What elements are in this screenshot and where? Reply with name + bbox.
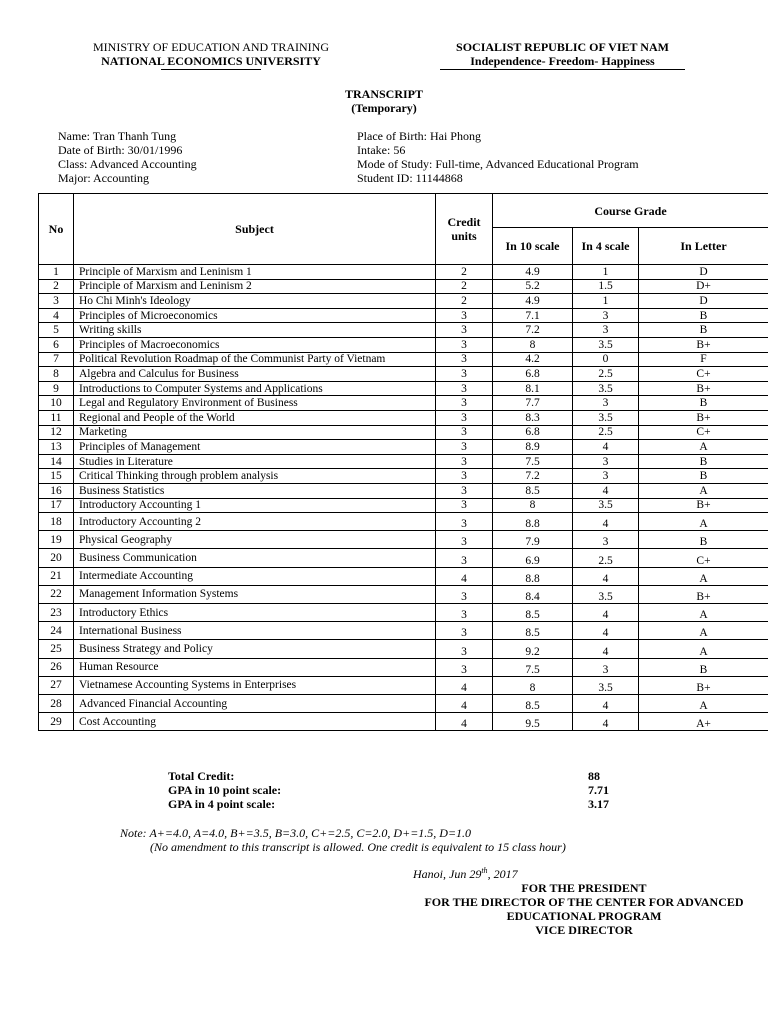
cell-subject: Principle of Marxism and Leninism 1 <box>74 265 436 280</box>
cell-scale-10: 8.3 <box>493 410 573 425</box>
header-left <box>80 40 342 70</box>
cell-scale-4: 4 <box>573 440 639 455</box>
table-row <box>39 658 768 676</box>
cell-scale-10: 8.4 <box>493 585 573 603</box>
student-name: Name: Tran Thanh Tung <box>58 129 177 143</box>
table-row <box>39 396 768 411</box>
cell-scale-10: 8.5 <box>493 483 573 498</box>
cell-scale-10: 4.2 <box>493 352 573 367</box>
cell-no: 17 <box>39 498 74 513</box>
table-row <box>39 531 768 549</box>
cell-scale-4: 4 <box>573 604 639 622</box>
header-right <box>440 40 685 70</box>
grades-table-header <box>39 194 768 265</box>
cell-subject: Intermediate Accounting <box>74 567 436 585</box>
cell-scale-4: 4 <box>573 513 639 531</box>
cell-subject: Regional and People of the World <box>74 410 436 425</box>
cell-scale-10: 7.7 <box>493 396 573 411</box>
cell-scale-4: 2.5 <box>573 549 639 567</box>
cell-no: 24 <box>39 622 74 640</box>
cell-letter: A <box>639 483 768 498</box>
cell-letter: C+ <box>639 367 768 382</box>
cell-no: 2 <box>39 279 74 294</box>
cell-scale-10: 8.1 <box>493 381 573 396</box>
cell-subject: Introductory Ethics <box>74 604 436 622</box>
cell-scale-4: 3 <box>573 396 639 411</box>
cell-scale-4: 3 <box>573 658 639 676</box>
cell-scale-10: 4.9 <box>493 265 573 280</box>
cell-credit: 4 <box>436 567 493 585</box>
header-course-grade: Course Grade <box>493 194 768 228</box>
cell-scale-4: 4 <box>573 640 639 658</box>
cell-credit: 3 <box>436 367 493 382</box>
cell-scale-10: 8.9 <box>493 440 573 455</box>
cell-subject: Management Information Systems <box>74 585 436 603</box>
cell-credit: 3 <box>436 513 493 531</box>
header-scale-4: In 4 scale <box>573 228 639 265</box>
cell-subject: Cost Accounting <box>74 713 436 731</box>
cell-subject: Business Strategy and Policy <box>74 640 436 658</box>
cell-scale-10: 8.8 <box>493 513 573 531</box>
table-row <box>39 323 768 338</box>
header-right-divider <box>440 69 685 70</box>
table-row <box>39 279 768 294</box>
student-place-of-birth: Place of Birth: Hai Phong <box>357 129 481 143</box>
cell-no: 7 <box>39 352 74 367</box>
cell-scale-4: 3.5 <box>573 585 639 603</box>
cell-credit: 3 <box>436 308 493 323</box>
signature-date-suffix: , 2017 <box>487 867 518 881</box>
cell-subject: Business Communication <box>74 549 436 567</box>
signature-date-sup: th <box>481 866 488 875</box>
cell-scale-10: 7.5 <box>493 454 573 469</box>
cell-no: 19 <box>39 531 74 549</box>
republic-name: SOCIALIST REPUBLIC OF VIET NAM <box>456 40 669 54</box>
gpa-4-label: GPA in 4 point scale: <box>168 797 276 811</box>
cell-scale-4: 2.5 <box>573 367 639 382</box>
cell-no: 20 <box>39 549 74 567</box>
cell-credit: 3 <box>436 622 493 640</box>
cell-no: 12 <box>39 425 74 440</box>
cell-credit: 3 <box>436 381 493 396</box>
cell-letter: D <box>639 294 768 309</box>
cell-scale-10: 7.9 <box>493 531 573 549</box>
total-credit-label: Total Credit: <box>168 769 235 783</box>
cell-subject: Human Resource <box>74 658 436 676</box>
cell-scale-10: 8.8 <box>493 567 573 585</box>
cell-scale-4: 4 <box>573 483 639 498</box>
cell-letter: B <box>639 323 768 338</box>
cell-subject: Introductory Accounting 2 <box>74 513 436 531</box>
cell-letter: F <box>639 352 768 367</box>
cell-scale-4: 3.5 <box>573 337 639 352</box>
cell-letter: B+ <box>639 676 768 694</box>
cell-no: 23 <box>39 604 74 622</box>
cell-credit: 3 <box>436 498 493 513</box>
cell-credit: 2 <box>436 294 493 309</box>
cell-letter: B+ <box>639 337 768 352</box>
cell-scale-4: 3 <box>573 531 639 549</box>
cell-no: 27 <box>39 676 74 694</box>
cell-scale-4: 3 <box>573 454 639 469</box>
cell-subject: Algebra and Calculus for Business <box>74 367 436 382</box>
cell-credit: 3 <box>436 604 493 622</box>
student-info-right <box>357 129 639 185</box>
cell-letter: B <box>639 469 768 484</box>
grades-table <box>38 193 768 731</box>
cell-credit: 4 <box>436 694 493 712</box>
cell-letter: B <box>639 454 768 469</box>
table-row <box>39 381 768 396</box>
gpa-10-value: 7.71 <box>588 783 609 797</box>
cell-no: 29 <box>39 713 74 731</box>
cell-credit: 3 <box>436 658 493 676</box>
cell-scale-4: 3.5 <box>573 676 639 694</box>
cell-no: 11 <box>39 410 74 425</box>
signature-line-2: FOR THE DIRECTOR OF THE CENTER FOR ADVANCED <box>424 895 744 909</box>
cell-scale-10: 4.9 <box>493 294 573 309</box>
title-sub: (Temporary) <box>351 101 417 115</box>
cell-no: 10 <box>39 396 74 411</box>
cell-scale-4: 4 <box>573 622 639 640</box>
table-row <box>39 713 768 731</box>
cell-no: 8 <box>39 367 74 382</box>
cell-credit: 3 <box>436 585 493 603</box>
total-credit-row <box>168 769 618 783</box>
table-row <box>39 308 768 323</box>
table-row <box>39 425 768 440</box>
cell-scale-10: 6.8 <box>493 367 573 382</box>
header-left-divider <box>161 69 261 70</box>
university-name: NATIONAL ECONOMICS UNIVERSITY <box>101 54 321 68</box>
cell-letter: A <box>639 694 768 712</box>
cell-no: 14 <box>39 454 74 469</box>
cell-letter: B+ <box>639 410 768 425</box>
cell-scale-10: 8 <box>493 337 573 352</box>
national-motto: Independence- Freedom- Happiness <box>470 54 655 68</box>
cell-scale-10: 7.1 <box>493 308 573 323</box>
cell-no: 28 <box>39 694 74 712</box>
signature-line-3: EDUCATIONAL PROGRAM <box>506 909 662 923</box>
cell-subject: Writing skills <box>74 323 436 338</box>
student-id: Student ID: 11144868 <box>357 171 463 185</box>
cell-scale-4: 2.5 <box>573 425 639 440</box>
cell-no: 6 <box>39 337 74 352</box>
table-row <box>39 440 768 455</box>
cell-scale-4: 4 <box>573 713 639 731</box>
cell-letter: B+ <box>639 381 768 396</box>
cell-credit: 3 <box>436 640 493 658</box>
gpa-4-row <box>168 797 618 811</box>
cell-credit: 3 <box>436 440 493 455</box>
table-row <box>39 585 768 603</box>
ministry-name: MINISTRY OF EDUCATION AND TRAINING <box>92 40 329 54</box>
cell-no: 5 <box>39 323 74 338</box>
cell-letter: A <box>639 640 768 658</box>
cell-subject: Ho Chi Minh's Ideology <box>74 294 436 309</box>
cell-letter: D <box>639 265 768 280</box>
student-major: Major: Accounting <box>58 171 149 185</box>
amendment-note: (No amendment to this transcript is allowed. One credit is equivalent to 15 class hour) <box>150 840 566 854</box>
cell-scale-10: 8 <box>493 676 573 694</box>
table-row <box>39 454 768 469</box>
cell-letter: B+ <box>639 498 768 513</box>
cell-scale-10: 9.2 <box>493 640 573 658</box>
cell-scale-10: 8 <box>493 498 573 513</box>
cell-subject: Critical Thinking through problem analysis <box>74 469 436 484</box>
cell-credit: 4 <box>436 676 493 694</box>
cell-credit: 3 <box>436 469 493 484</box>
cell-letter: B <box>639 531 768 549</box>
cell-subject: Advanced Financial Accounting <box>74 694 436 712</box>
table-row <box>39 469 768 484</box>
cell-subject: Studies in Literature <box>74 454 436 469</box>
cell-no: 1 <box>39 265 74 280</box>
signature-date <box>413 867 518 881</box>
table-row <box>39 640 768 658</box>
table-row <box>39 694 768 712</box>
cell-scale-10: 7.2 <box>493 469 573 484</box>
cell-letter: C+ <box>639 549 768 567</box>
cell-letter: A <box>639 567 768 585</box>
cell-no: 22 <box>39 585 74 603</box>
cell-credit: 3 <box>436 425 493 440</box>
cell-credit: 3 <box>436 352 493 367</box>
student-info-left <box>58 129 197 185</box>
cell-credit: 3 <box>436 531 493 549</box>
cell-no: 16 <box>39 483 74 498</box>
cell-scale-4: 3.5 <box>573 498 639 513</box>
totals-block <box>168 769 618 811</box>
cell-no: 13 <box>39 440 74 455</box>
cell-scale-4: 3.5 <box>573 381 639 396</box>
table-row <box>39 367 768 382</box>
cell-no: 4 <box>39 308 74 323</box>
cell-scale-4: 1 <box>573 265 639 280</box>
cell-letter: A <box>639 622 768 640</box>
cell-credit: 3 <box>436 483 493 498</box>
cell-scale-4: 3 <box>573 469 639 484</box>
document-title <box>0 87 768 115</box>
cell-no: 25 <box>39 640 74 658</box>
cell-no: 9 <box>39 381 74 396</box>
cell-scale-4: 3.5 <box>573 410 639 425</box>
header-no: No <box>39 194 74 265</box>
table-row <box>39 265 768 280</box>
cell-letter: A <box>639 513 768 531</box>
cell-credit: 3 <box>436 454 493 469</box>
cell-credit: 4 <box>436 713 493 731</box>
gpa-10-row <box>168 783 618 797</box>
cell-credit: 2 <box>436 265 493 280</box>
student-intake: Intake: 56 <box>357 143 406 157</box>
header-subject: Subject <box>74 194 436 265</box>
signature-line-4: VICE DIRECTOR <box>535 923 633 937</box>
cell-scale-4: 3 <box>573 323 639 338</box>
grading-note: Note: A+=4.0, A=4.0, B+=3.5, B=3.0, C+=2.5, C=2.0, D+=1.5, D=1.0 <box>120 826 472 840</box>
cell-subject: Principles of Microeconomics <box>74 308 436 323</box>
student-dob: Date of Birth: 30/01/1996 <box>58 143 183 157</box>
cell-no: 15 <box>39 469 74 484</box>
table-row <box>39 567 768 585</box>
table-row <box>39 498 768 513</box>
cell-scale-10: 5.2 <box>493 279 573 294</box>
cell-letter: C+ <box>639 425 768 440</box>
cell-no: 18 <box>39 513 74 531</box>
cell-letter: B+ <box>639 585 768 603</box>
student-mode-of-study: Mode of Study: Full-time, Advanced Educational Program <box>357 157 639 171</box>
title-main: TRANSCRIPT <box>344 87 423 101</box>
cell-subject: Introductions to Computer Systems and Applications <box>74 381 436 396</box>
table-row <box>39 676 768 694</box>
cell-scale-10: 6.9 <box>493 549 573 567</box>
total-credit-value: 88 <box>588 769 600 783</box>
cell-scale-4: 4 <box>573 567 639 585</box>
cell-credit: 3 <box>436 323 493 338</box>
cell-letter: A <box>639 604 768 622</box>
cell-no: 26 <box>39 658 74 676</box>
cell-subject: Business Statistics <box>74 483 436 498</box>
cell-credit: 3 <box>436 396 493 411</box>
cell-scale-10: 8.5 <box>493 622 573 640</box>
cell-no: 21 <box>39 567 74 585</box>
cell-no: 3 <box>39 294 74 309</box>
gpa-4-value: 3.17 <box>588 797 609 811</box>
cell-letter: B <box>639 396 768 411</box>
cell-subject: Political Revolution Roadmap of the Communist Party of Vietnam <box>74 352 436 367</box>
cell-subject: Legal and Regulatory Environment of Business <box>74 396 436 411</box>
cell-scale-10: 8.5 <box>493 694 573 712</box>
student-class: Class: Advanced Accounting <box>58 157 197 171</box>
cell-letter: B <box>639 658 768 676</box>
cell-subject: International Business <box>74 622 436 640</box>
cell-letter: A+ <box>639 713 768 731</box>
table-row <box>39 294 768 309</box>
cell-credit: 3 <box>436 337 493 352</box>
cell-scale-4: 1 <box>573 294 639 309</box>
cell-subject: Principles of Management <box>74 440 436 455</box>
cell-scale-4: 1.5 <box>573 279 639 294</box>
table-row <box>39 352 768 367</box>
cell-scale-4: 3 <box>573 308 639 323</box>
cell-subject: Physical Geography <box>74 531 436 549</box>
table-row <box>39 604 768 622</box>
cell-scale-4: 0 <box>573 352 639 367</box>
cell-scale-10: 7.2 <box>493 323 573 338</box>
cell-letter: B <box>639 308 768 323</box>
table-row <box>39 513 768 531</box>
signature-date-prefix: Hanoi, Jun 29 <box>413 867 482 881</box>
cell-subject: Principles of Macroeconomics <box>74 337 436 352</box>
cell-scale-10: 7.5 <box>493 658 573 676</box>
gpa-10-label: GPA in 10 point scale: <box>168 783 282 797</box>
cell-credit: 3 <box>436 410 493 425</box>
table-row <box>39 549 768 567</box>
cell-subject: Principle of Marxism and Leninism 2 <box>74 279 436 294</box>
header-scale-10: In 10 scale <box>493 228 573 265</box>
cell-credit: 3 <box>436 549 493 567</box>
table-row <box>39 483 768 498</box>
table-row <box>39 337 768 352</box>
cell-letter: A <box>639 440 768 455</box>
cell-credit: 2 <box>436 279 493 294</box>
cell-scale-10: 9.5 <box>493 713 573 731</box>
cell-subject: Marketing <box>74 425 436 440</box>
cell-subject: Introductory Accounting 1 <box>74 498 436 513</box>
cell-letter: D+ <box>639 279 768 294</box>
header-credit-units: Credit units <box>436 194 493 265</box>
cell-scale-10: 8.5 <box>493 604 573 622</box>
cell-subject: Vietnamese Accounting Systems in Enterprises <box>74 676 436 694</box>
table-row <box>39 410 768 425</box>
grades-table-body <box>39 265 768 731</box>
signature-block <box>400 881 768 937</box>
cell-scale-10: 6.8 <box>493 425 573 440</box>
cell-scale-4: 4 <box>573 694 639 712</box>
signature-line-1: FOR THE PRESIDENT <box>521 881 647 895</box>
header-letter: In Letter <box>639 228 768 265</box>
table-row <box>39 622 768 640</box>
